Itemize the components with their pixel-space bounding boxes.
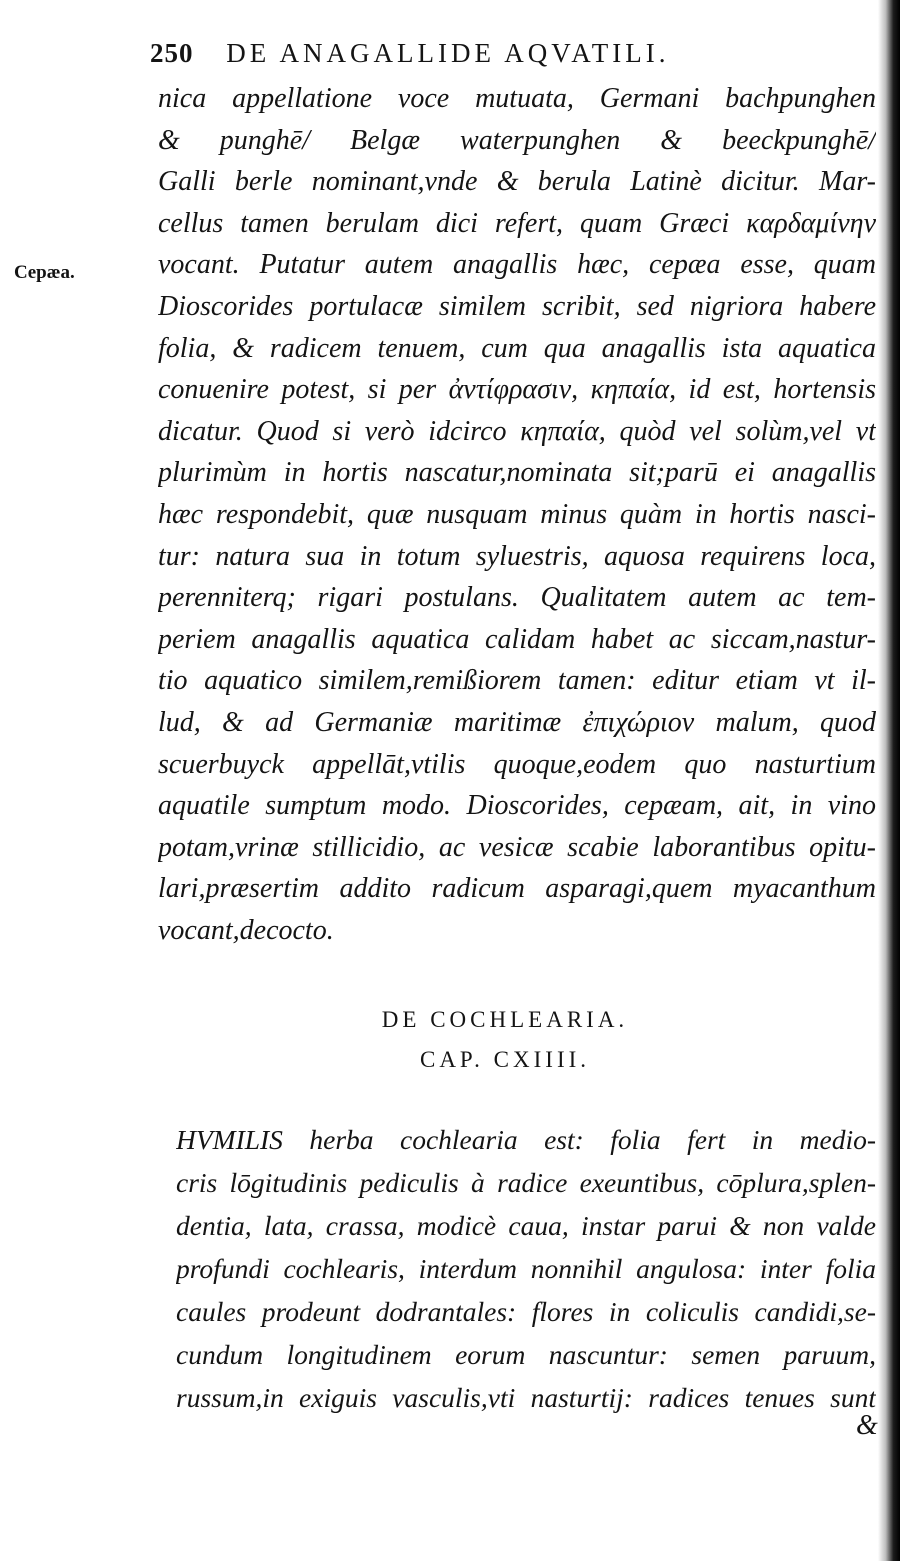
chapter-heading	[160, 1000, 850, 1080]
text-line: cundum longitudinem eorum nascuntur: semen paruum,	[176, 1339, 876, 1370]
text-line: aquatile sumptum modo. Dioscorides, cepæam, ait, in vino	[158, 790, 876, 822]
text-line: periem anagallis aquatica calidam habet ac siccam,nastur-	[158, 623, 876, 655]
text-line: tio aquatico similem,remißiorem tamen: editur etiam vt il-	[158, 665, 876, 697]
text-line: dentia, lata, crassa, modicè caua, instar parui & non valde	[176, 1210, 876, 1241]
text-line: HVMILIS herba cochlearia est: folia fert in medio-	[176, 1124, 876, 1155]
page-edge-shadow	[878, 0, 900, 1561]
text-line: cris lōgitudinis pediculis à radice exeuntibus, cōplura,splen-	[176, 1167, 876, 1198]
text-line: caules prodeunt dodrantales: flores in coliculis candidi,se-	[176, 1296, 876, 1327]
margin-note: Cepæa.	[14, 262, 75, 283]
text-line: perenniterq; rigari postulans. Qualitatem autem ac tem-	[158, 582, 876, 614]
page-number: 250	[150, 38, 194, 68]
text-line: Dioscorides portulacæ similem scribit, sed nigriora habere	[158, 290, 876, 322]
body-text	[158, 78, 876, 951]
text-line: vocant. Putatur autem anagallis hæc, cepæa esse, quam	[158, 249, 876, 281]
text-line: & punghē/ Belgæ waterpunghen & beeckpunghē/	[158, 124, 876, 156]
text-line: russum,in exiguis vasculis,vti nasturtij: radices tenues sunt	[176, 1382, 876, 1413]
text-line-last: vocant,decocto.	[158, 914, 334, 946]
text-line: conuenire potest, si per ἀντίφρασιν, κηπαία, id est, hortensis	[158, 374, 876, 406]
catchword: &	[856, 1410, 878, 1441]
text-line: plurimùm in hortis nascatur,nominata sit;parū ei anagallis	[158, 457, 876, 489]
text-line: cellus tamen berulam dici refert, quam Græci καρδαμίνην	[158, 207, 876, 239]
text-line: lari,præsertim addito radicum asparagi,quem myacanthum	[158, 873, 876, 905]
text-line: hæc respondebit, quæ nusquam minus quàm in hortis nasci-	[158, 498, 876, 530]
text-line: potam,vrinæ stillicidio, ac vesicæ scabie laborantibus opitu-	[158, 831, 876, 863]
chapter-title: DE COCHLEARIA.	[381, 1007, 629, 1032]
text-line: dicatur. Quod si verò idcirco κηπαία, quòd vel solùm,vel vt	[158, 415, 876, 447]
text-line: lud, & ad Germaniæ maritimæ ἐπιχώριον malum, quod	[158, 706, 876, 738]
text-line: profundi cochlearis, interdum nonnihil angulosa: inter folia	[176, 1253, 876, 1284]
text-line: Galli berle nominant,vnde & berula Latinè dicitur. Mar-	[158, 166, 876, 198]
text-line: tur: natura sua in totum syluestris, aquosa requirens loca,	[158, 540, 876, 572]
text-line: folia, & radicem tenuem, cum qua anagallis ista aquatica	[158, 332, 876, 364]
running-header	[150, 38, 810, 69]
chapter-number: CAP. CXIIII.	[419, 1047, 591, 1072]
text-line: scuerbuyck appellāt,vtilis quoque,eodem quo nasturtium	[158, 748, 876, 780]
chapter-body-text	[176, 1118, 876, 1419]
text-line: nica appellatione voce mutuata, Germani bachpunghen	[158, 83, 876, 114]
running-title: DE ANAGALLIDE AQVATILI.	[226, 38, 670, 68]
